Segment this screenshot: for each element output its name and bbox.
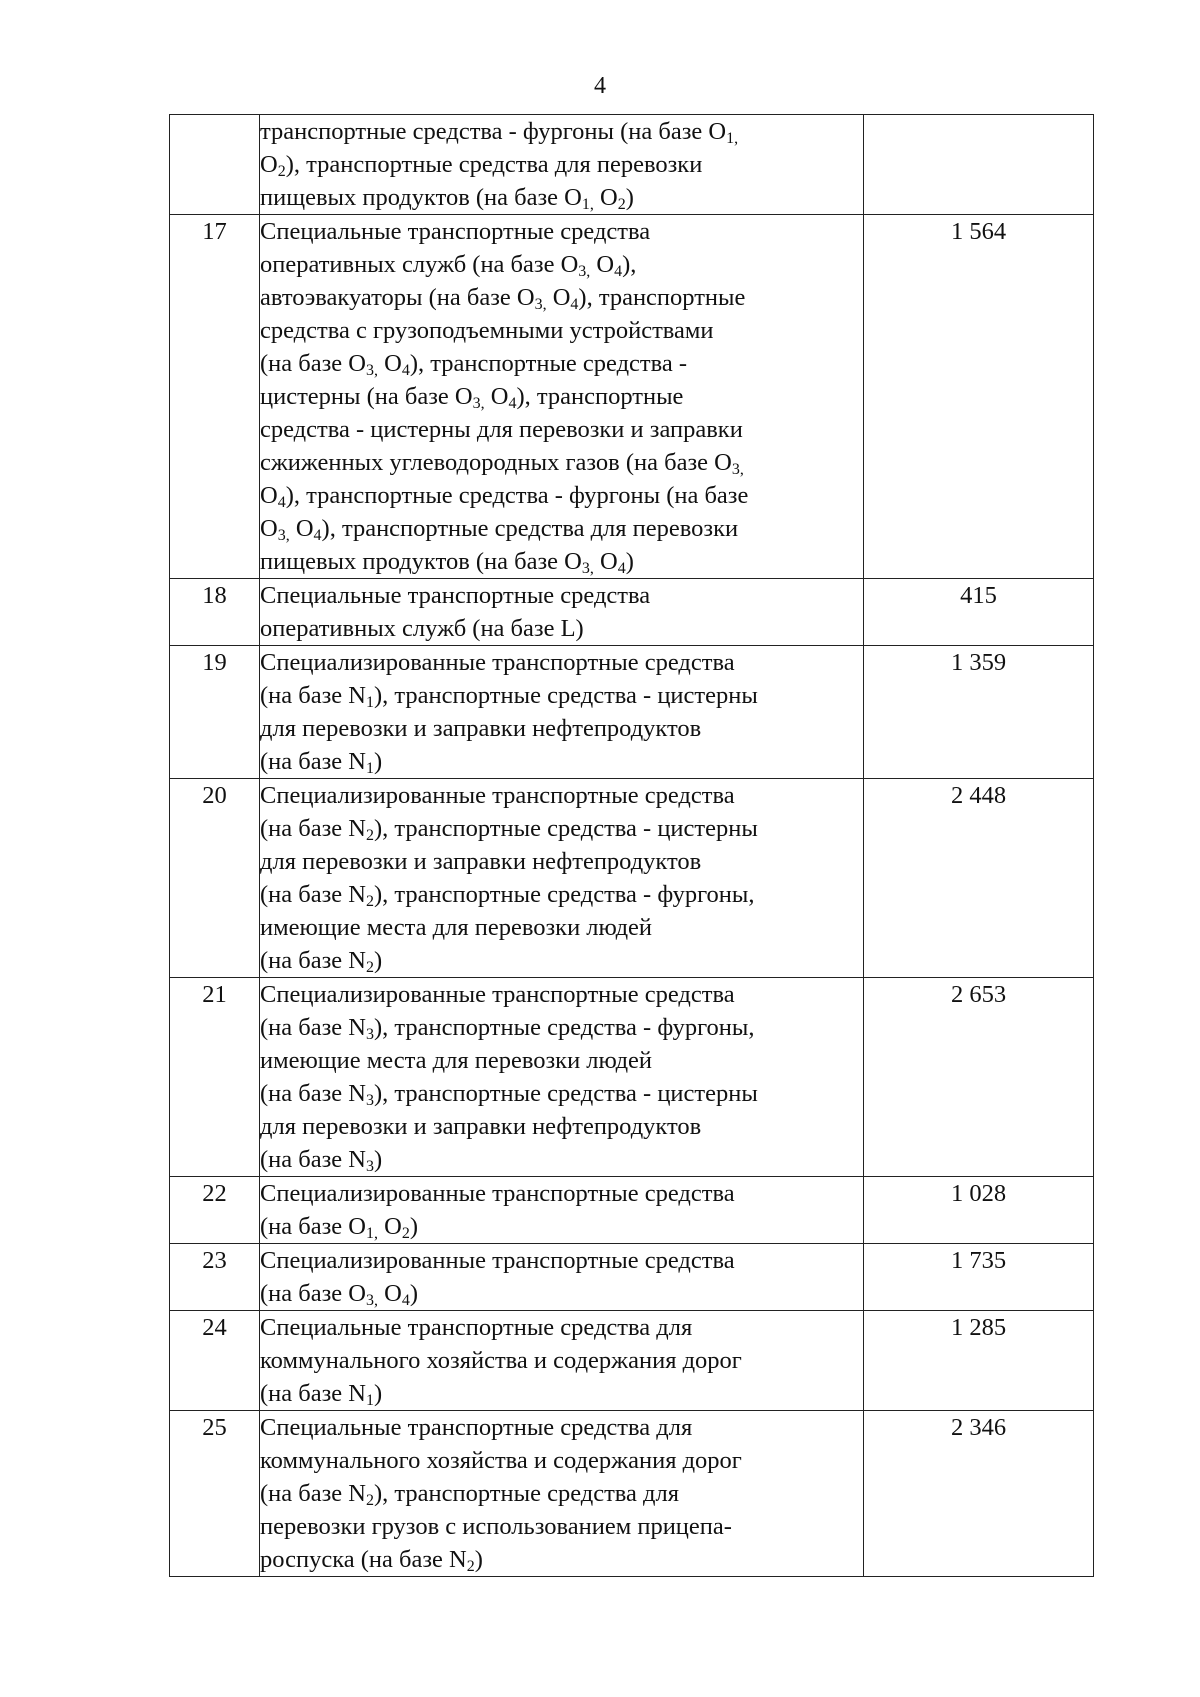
row-number: 20	[170, 779, 260, 978]
row-value: 2 448	[864, 779, 1094, 978]
description-line: Специальные транспортные средства для	[260, 1414, 693, 1441]
description-line: имеющие места для перевозки людей	[260, 1047, 653, 1074]
description-line: имеющие места для перевозки людей	[260, 914, 653, 941]
description-line: для перевозки и заправки нефтепродуктов	[260, 1113, 702, 1140]
description-line: коммунального хозяйства и содержания дорог	[260, 1347, 742, 1374]
description-line: оперативных служб (на базе L)	[260, 615, 584, 642]
description-line: Специализированные транспортные средства	[260, 782, 735, 809]
page-number: 4	[594, 73, 606, 99]
row-number: 23	[170, 1244, 260, 1311]
description-line: (на базе $O_{1,}$ $O_2$)	[260, 1213, 418, 1242]
row-description	[260, 115, 864, 215]
table-body	[170, 115, 1094, 1577]
description-line: $O_{3,}$ $O_4$), транспортные средства для перевозки	[260, 515, 739, 544]
description-line: (на базе $N_2$), транспортные средства - фургоны,	[260, 881, 755, 910]
description-line: транспортные средства - фургоны (на базе $O_{1,}$	[260, 118, 739, 147]
description-line: (на базе $N_3$), транспортные средства - цистерны	[260, 1080, 758, 1109]
row-description	[260, 579, 864, 646]
description-line: средства - цистерны для перевозки и заправки	[260, 416, 743, 443]
description-line: сжиженных углеводородных газов (на базе $O_{3,}$	[260, 449, 744, 478]
description-line: (на базе $N_2$), транспортные средства для	[260, 1480, 680, 1509]
row-number: 25	[170, 1411, 260, 1577]
table-row	[170, 779, 1094, 978]
row-description	[260, 1311, 864, 1411]
row-value: 415	[864, 579, 1094, 646]
row-description	[260, 1411, 864, 1577]
description-line: (на базе $N_3$), транспортные средства - фургоны,	[260, 1014, 755, 1043]
description-line: (на базе $N_3$)	[260, 1146, 383, 1175]
description-line: Специальные транспортные средства	[260, 582, 651, 609]
description-line: (на базе $N_1$)	[260, 748, 383, 777]
description-line: перевозки грузов с использованием прицепа-	[260, 1513, 732, 1540]
description-line: (на базе $N_2$), транспортные средства - цистерны	[260, 815, 758, 844]
description-line: (на базе $N_1$), транспортные средства - цистерны	[260, 682, 758, 711]
row-number	[170, 115, 260, 215]
description-line: Специализированные транспортные средства	[260, 1247, 735, 1274]
table-row	[170, 115, 1094, 215]
row-number: 18	[170, 579, 260, 646]
table-row	[170, 1311, 1094, 1411]
description-line: (на базе $N_1$)	[260, 1380, 383, 1409]
description-line: (на базе $N_2$)	[260, 947, 383, 976]
description-line: Специализированные транспортные средства	[260, 1180, 735, 1207]
description-line: пищевых продуктов (на базе $O_{3,}$ $O_4$)	[260, 548, 634, 577]
row-number: 17	[170, 215, 260, 579]
row-number: 24	[170, 1311, 260, 1411]
description-line: средства с грузоподъемными устройствами	[260, 317, 714, 344]
description-line: пищевых продуктов (на базе $O_{1,}$ $O_2$)	[260, 184, 634, 213]
description-line: Специальные транспортные средства	[260, 218, 651, 245]
description-line: (на базе $O_{3,}$ $O_4$), транспортные средства -	[260, 350, 688, 379]
description-line: коммунального хозяйства и содержания дорог	[260, 1447, 742, 1474]
vehicle-category-table	[169, 114, 1094, 1577]
row-description	[260, 1244, 864, 1311]
description-line: автоэвакуаторы (на базе $O_{3,}$ $O_4$), транспортные	[260, 284, 746, 313]
description-line: $O_2$), транспортные средства для перевозки	[260, 151, 703, 180]
description-line: Специализированные транспортные средства	[260, 981, 735, 1008]
table-row	[170, 1177, 1094, 1244]
description-line: для перевозки и заправки нефтепродуктов	[260, 715, 702, 742]
description-line: оперативных служб (на базе $O_{3,}$ $O_4$),	[260, 251, 637, 280]
row-value: 2 346	[864, 1411, 1094, 1577]
description-line: (на базе $O_{3,}$ $O_4$)	[260, 1280, 418, 1309]
row-description	[260, 646, 864, 779]
row-value: 1 285	[864, 1311, 1094, 1411]
description-line: Специализированные транспортные средства	[260, 649, 735, 676]
row-number: 21	[170, 978, 260, 1177]
row-description	[260, 1177, 864, 1244]
row-description	[260, 978, 864, 1177]
table-row	[170, 646, 1094, 779]
row-value: 1 028	[864, 1177, 1094, 1244]
description-line: роспуска (на базе $N_2$)	[260, 1546, 483, 1575]
row-value: 1 564	[864, 215, 1094, 579]
row-description	[260, 779, 864, 978]
table-row	[170, 579, 1094, 646]
description-line: для перевозки и заправки нефтепродуктов	[260, 848, 702, 875]
row-value: 1 359	[864, 646, 1094, 779]
table-row	[170, 215, 1094, 579]
description-line: $O_4$), транспортные средства - фургоны (на базе	[260, 482, 749, 511]
description-line: цистерны (на базе $O_{3,}$ $O_4$), транспортные	[260, 383, 684, 412]
table-row	[170, 1411, 1094, 1577]
table-row	[170, 978, 1094, 1177]
row-value: 1 735	[864, 1244, 1094, 1311]
row-number: 22	[170, 1177, 260, 1244]
table-row	[170, 1244, 1094, 1311]
description-line: Специальные транспортные средства для	[260, 1314, 693, 1341]
row-description	[260, 215, 864, 579]
row-value	[864, 115, 1094, 215]
row-number: 19	[170, 646, 260, 779]
row-value: 2 653	[864, 978, 1094, 1177]
